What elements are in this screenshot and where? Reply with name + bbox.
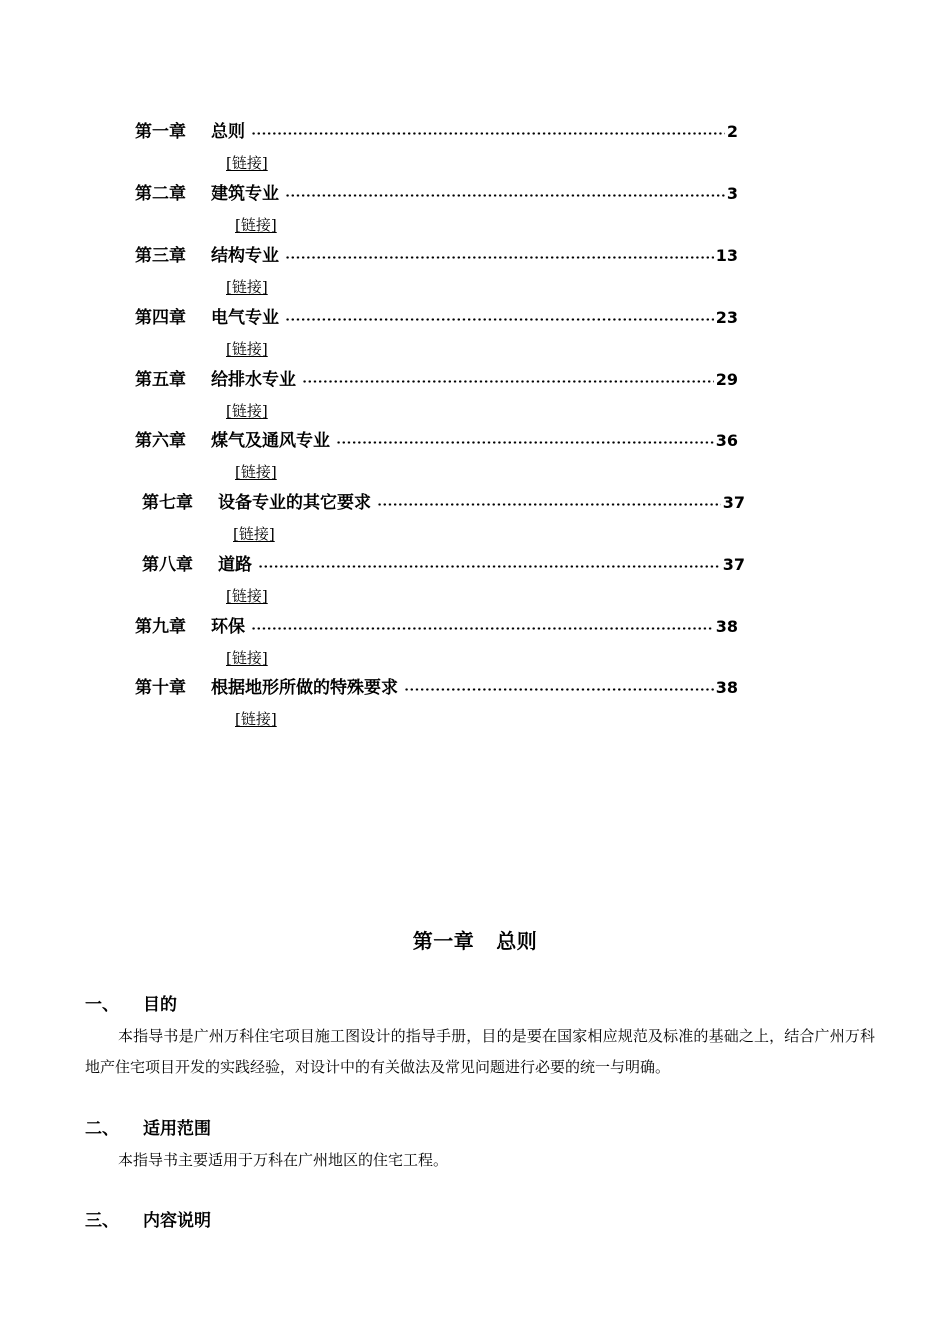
toc-page-number: 37 — [722, 493, 745, 512]
toc-entry-4[interactable] — [135, 305, 738, 331]
section-heading-contents — [85, 1208, 211, 1234]
toc-link-2[interactable]: [链接] — [235, 216, 277, 234]
toc-chapter-number: 第十章 — [135, 678, 186, 698]
toc-link-4[interactable]: [链接] — [226, 340, 268, 358]
toc-chapter-title: 煤气及通风专业 — [211, 431, 330, 451]
toc-chapter-number: 第一章 — [135, 122, 186, 142]
toc-chapter-number: 第五章 — [135, 370, 186, 390]
section-heading-purpose — [85, 992, 177, 1018]
toc-chapter-title: 建筑专业 — [211, 184, 279, 204]
toc-dot-leader — [336, 441, 714, 444]
toc-entry-1[interactable] — [135, 119, 738, 145]
toc-dot-leader — [251, 132, 725, 135]
toc-page-number: 36 — [715, 431, 738, 450]
section-number: 二、 — [85, 1119, 119, 1139]
toc-dot-leader — [285, 194, 725, 197]
toc-link-6[interactable]: [链接] — [235, 463, 277, 481]
toc-page-number: 38 — [715, 678, 738, 697]
toc-entry-9[interactable] — [135, 614, 738, 640]
chapter-heading — [0, 926, 950, 956]
section-number: 三、 — [85, 1211, 119, 1231]
toc-chapter-title: 电气专业 — [211, 308, 279, 328]
toc-chapter-title: 环保 — [211, 617, 245, 637]
toc-link-3[interactable]: [链接] — [226, 278, 268, 296]
toc-chapter-title: 结构专业 — [211, 246, 279, 266]
section-paragraph-scope: 本指导书主要适用于万科在广州地区的住宅工程。 — [118, 1151, 449, 1169]
toc-page-number: 38 — [715, 617, 738, 636]
section-number: 一、 — [85, 995, 119, 1015]
toc-link-10[interactable]: [链接] — [235, 710, 277, 728]
chapter-heading-number: 第一章 — [412, 929, 475, 953]
toc-entry-2[interactable] — [135, 181, 738, 207]
section-heading-scope — [85, 1116, 211, 1142]
section-paragraph-purpose: 本指导书是广州万科住宅项目施工图设计的指导手册，目的是要在国家相应规范及标准的基础之上，结合广州万科地产住宅项目开发的实践经验，对设计中的有关做法及常见问题进行必要的统一与明确。 — [85, 1027, 875, 1076]
toc-entry-10[interactable] — [135, 675, 738, 701]
toc-chapter-title: 总则 — [211, 122, 245, 142]
toc-entry-5[interactable] — [135, 367, 738, 393]
toc-page-number: 13 — [715, 246, 738, 265]
toc-link-7[interactable]: [链接] — [233, 525, 275, 543]
toc-dot-leader — [404, 688, 714, 691]
toc-dot-leader — [258, 565, 721, 568]
toc-page-number: 29 — [715, 370, 738, 389]
toc-chapter-number: 第六章 — [135, 431, 186, 451]
toc-link-5[interactable]: [链接] — [226, 402, 268, 420]
toc-chapter-number: 第三章 — [135, 246, 186, 266]
toc-chapter-title: 根据地形所做的特殊要求 — [211, 678, 398, 698]
toc-entry-8[interactable] — [142, 552, 745, 578]
toc-link-1[interactable]: [链接] — [226, 154, 268, 172]
toc-dot-leader — [302, 380, 714, 383]
toc-chapter-number: 第八章 — [142, 555, 193, 575]
toc-chapter-number: 第四章 — [135, 308, 186, 328]
toc-chapter-title: 设备专业的其它要求 — [218, 493, 371, 513]
toc-page-number: 3 — [726, 184, 738, 203]
section-title: 内容说明 — [143, 1211, 211, 1231]
toc-link-9[interactable]: [链接] — [226, 649, 268, 667]
toc-dot-leader — [251, 627, 714, 630]
toc-chapter-title: 给排水专业 — [211, 370, 296, 390]
toc-entry-3[interactable] — [135, 243, 738, 269]
toc-page-number: 2 — [726, 122, 738, 141]
toc-link-8[interactable]: [链接] — [226, 587, 268, 605]
section-title: 目的 — [143, 995, 177, 1015]
toc-chapter-number: 第二章 — [135, 184, 186, 204]
toc-entry-6[interactable] — [135, 428, 738, 454]
toc-chapter-number: 第九章 — [135, 617, 186, 637]
toc-page-number: 23 — [715, 308, 738, 327]
toc-dot-leader — [285, 256, 714, 259]
toc-dot-leader — [285, 318, 714, 321]
toc-entry-7[interactable] — [142, 490, 745, 516]
toc-page-number: 37 — [722, 555, 745, 574]
toc-chapter-number: 第七章 — [142, 493, 193, 513]
toc-chapter-title: 道路 — [218, 555, 252, 575]
section-title: 适用范围 — [143, 1119, 211, 1139]
chapter-heading-title: 总则 — [496, 929, 538, 953]
toc-dot-leader — [377, 503, 721, 506]
